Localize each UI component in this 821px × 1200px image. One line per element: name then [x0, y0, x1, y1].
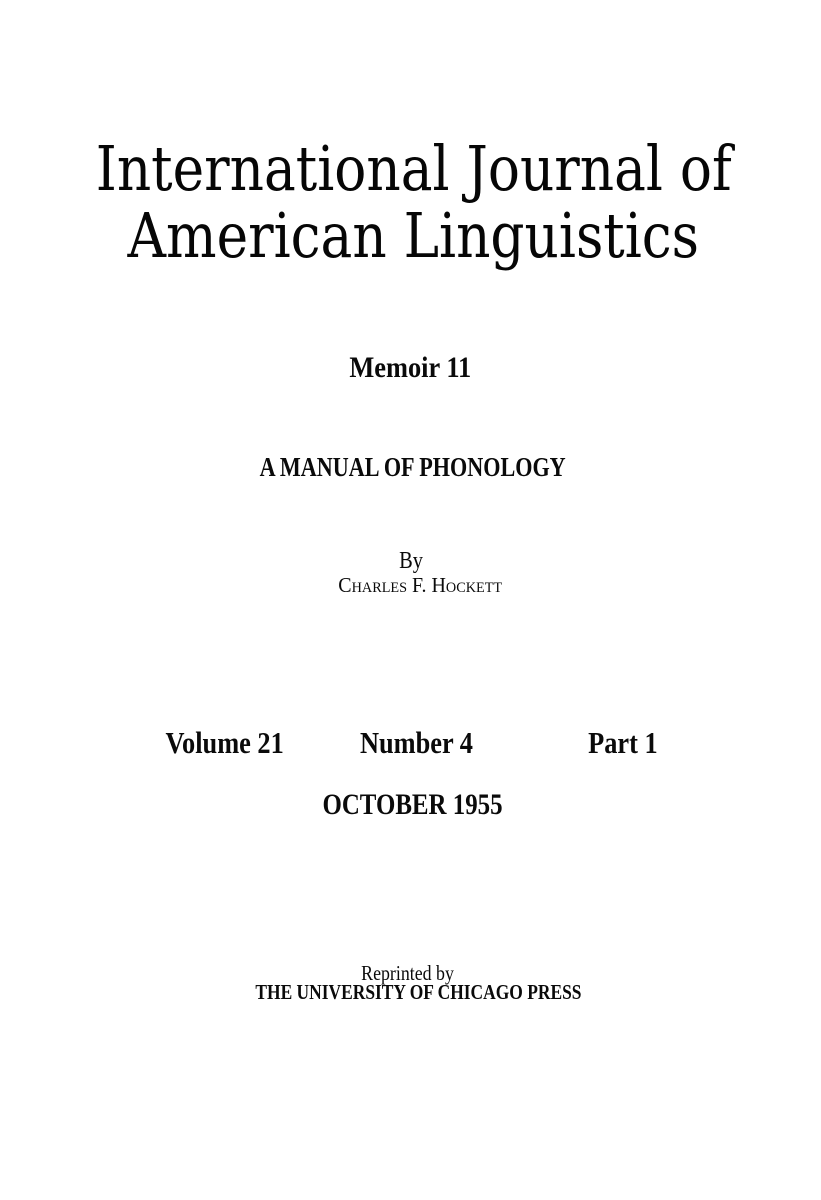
imprint-publisher-text: THE UNIVERSITY OF CHICAGO PRESS	[254, 980, 582, 1004]
byline-prefix-text: By	[399, 548, 423, 574]
imprint-reprinted-by-text: Reprinted by	[361, 961, 455, 985]
volume-label-text: Volume 21	[165, 725, 285, 760]
memoir-number-text: Memoir 11	[349, 351, 471, 384]
journal-title-line1-text: International Journal of	[95, 132, 732, 205]
work-title-text: A MANUAL OF PHONOLOGY	[259, 452, 567, 482]
number-label-text: Number 4	[359, 725, 473, 760]
memoir-number	[260, 350, 560, 386]
part-label-text: Part 1	[588, 725, 658, 760]
author-name	[270, 573, 570, 598]
journal-title-line2-text: American Linguistics	[127, 199, 700, 272]
imprint-publisher	[118, 980, 718, 1005]
part-label	[473, 724, 773, 761]
author-name-text: Charles F. Hockett	[338, 573, 502, 597]
issue-date	[262, 787, 562, 823]
byline-prefix	[261, 547, 561, 576]
journal-title-line2	[3, 199, 821, 272]
issue-date-text: OCTOBER 1955	[321, 788, 503, 821]
journal-masthead	[3, 132, 821, 272]
work-title	[113, 451, 713, 483]
journal-title-line1	[3, 132, 821, 205]
